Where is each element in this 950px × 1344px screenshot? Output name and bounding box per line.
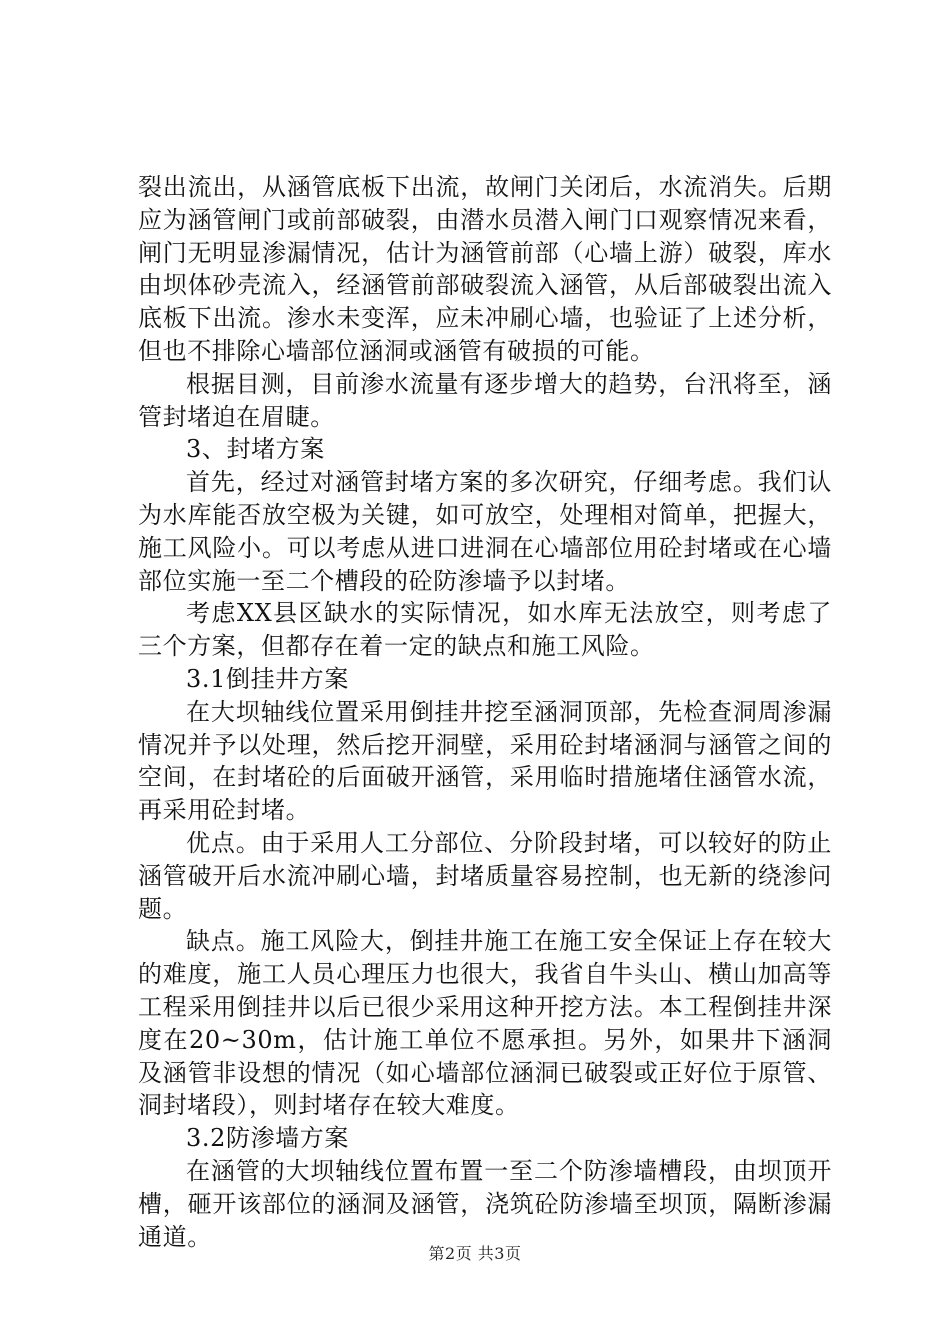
document-body [138,171,832,1253]
paragraph-first: 首先，经过对涵管封堵方案的多次研究，仔细考虑。我们认为水库能否放空极为关键，如可放空，处理相对简单，把握大，施工风险小。可以考虑从进口进洞在心墙部位用砼封堵或在心墙部位实施一至二个槽段的砼防渗墙予以封堵。 [138,468,832,595]
section-heading-plan: 3、封堵方案 [186,435,325,464]
paragraph-3-2-method: 在涵管的大坝轴线位置布置一至二个防渗墙槽段，由坝顶开槽，砸开该部位的涵洞及涵管，浇筑砼防渗墙至坝顶，隔断渗漏通道。 [138,1156,832,1251]
paragraph-continuation: 裂出流出，从涵管底板下出流，故闸门关闭后，水流消失。后期应为涵管闸门或前部破裂，由潜水员潜入闸门口观察情况来看，闸门无明显渗漏情况，估计为涵管前部（心墙上游）破裂，库水由坝体砂壳流入，经涵管前部破裂流入涵管，从后部破裂出流入底板下出流。渗水未变浑，应未冲刷心墙，也验证了上述分析，但也不排除心墙部位涵洞或涵管有破损的可能。 [138,173,832,365]
subsection-heading-3-1: 3.1倒挂井方案 [186,664,349,693]
page-number-footer: 第2页 共3页 [428,1244,522,1263]
paragraph-advantages: 优点。由于采用人工分部位、分阶段封堵，可以较好的防止涵管破开后水流冲刷心墙，封堵质量容易控制，也无新的绕渗问题。 [138,828,832,923]
subsection-heading-3-2: 3.2防渗墙方案 [186,1124,349,1153]
paragraph-observation: 根据目测，目前渗水流量有逐步增大的趋势，台汛将至，涵管封堵迫在眉睫。 [138,369,832,431]
paragraph-consider: 考虑XX县区缺水的实际情况，如水库无法放空，则考虑了三个方案，但都存在着一定的缺点和施工风险。 [138,599,832,661]
paragraph-disadvantages: 缺点。施工风险大，倒挂井施工在施工安全保证上存在较大的难度，施工人员心理压力也很大，我省自牛头山、横山加高等工程采用倒挂井以后已很少采用这种开挖方法。本工程倒挂井深度在20~30m，估计施工单位不愿承担。另外，如果井下涵洞及涵管非设想的情况（如心墙部位涵洞已破裂或正好位于原管、洞封堵段），则封堵存在较大难度。 [138,927,832,1120]
paragraph-3-1-method: 在大坝轴线位置采用倒挂井挖至涵洞顶部，先检查洞周渗漏情况并予以处理，然后挖开洞壁，采用砼封堵涵洞与涵管之间的空间，在封堵砼的后面破开涵管，采用临时措施堵住涵管水流，再采用砼封堵。 [138,697,832,825]
